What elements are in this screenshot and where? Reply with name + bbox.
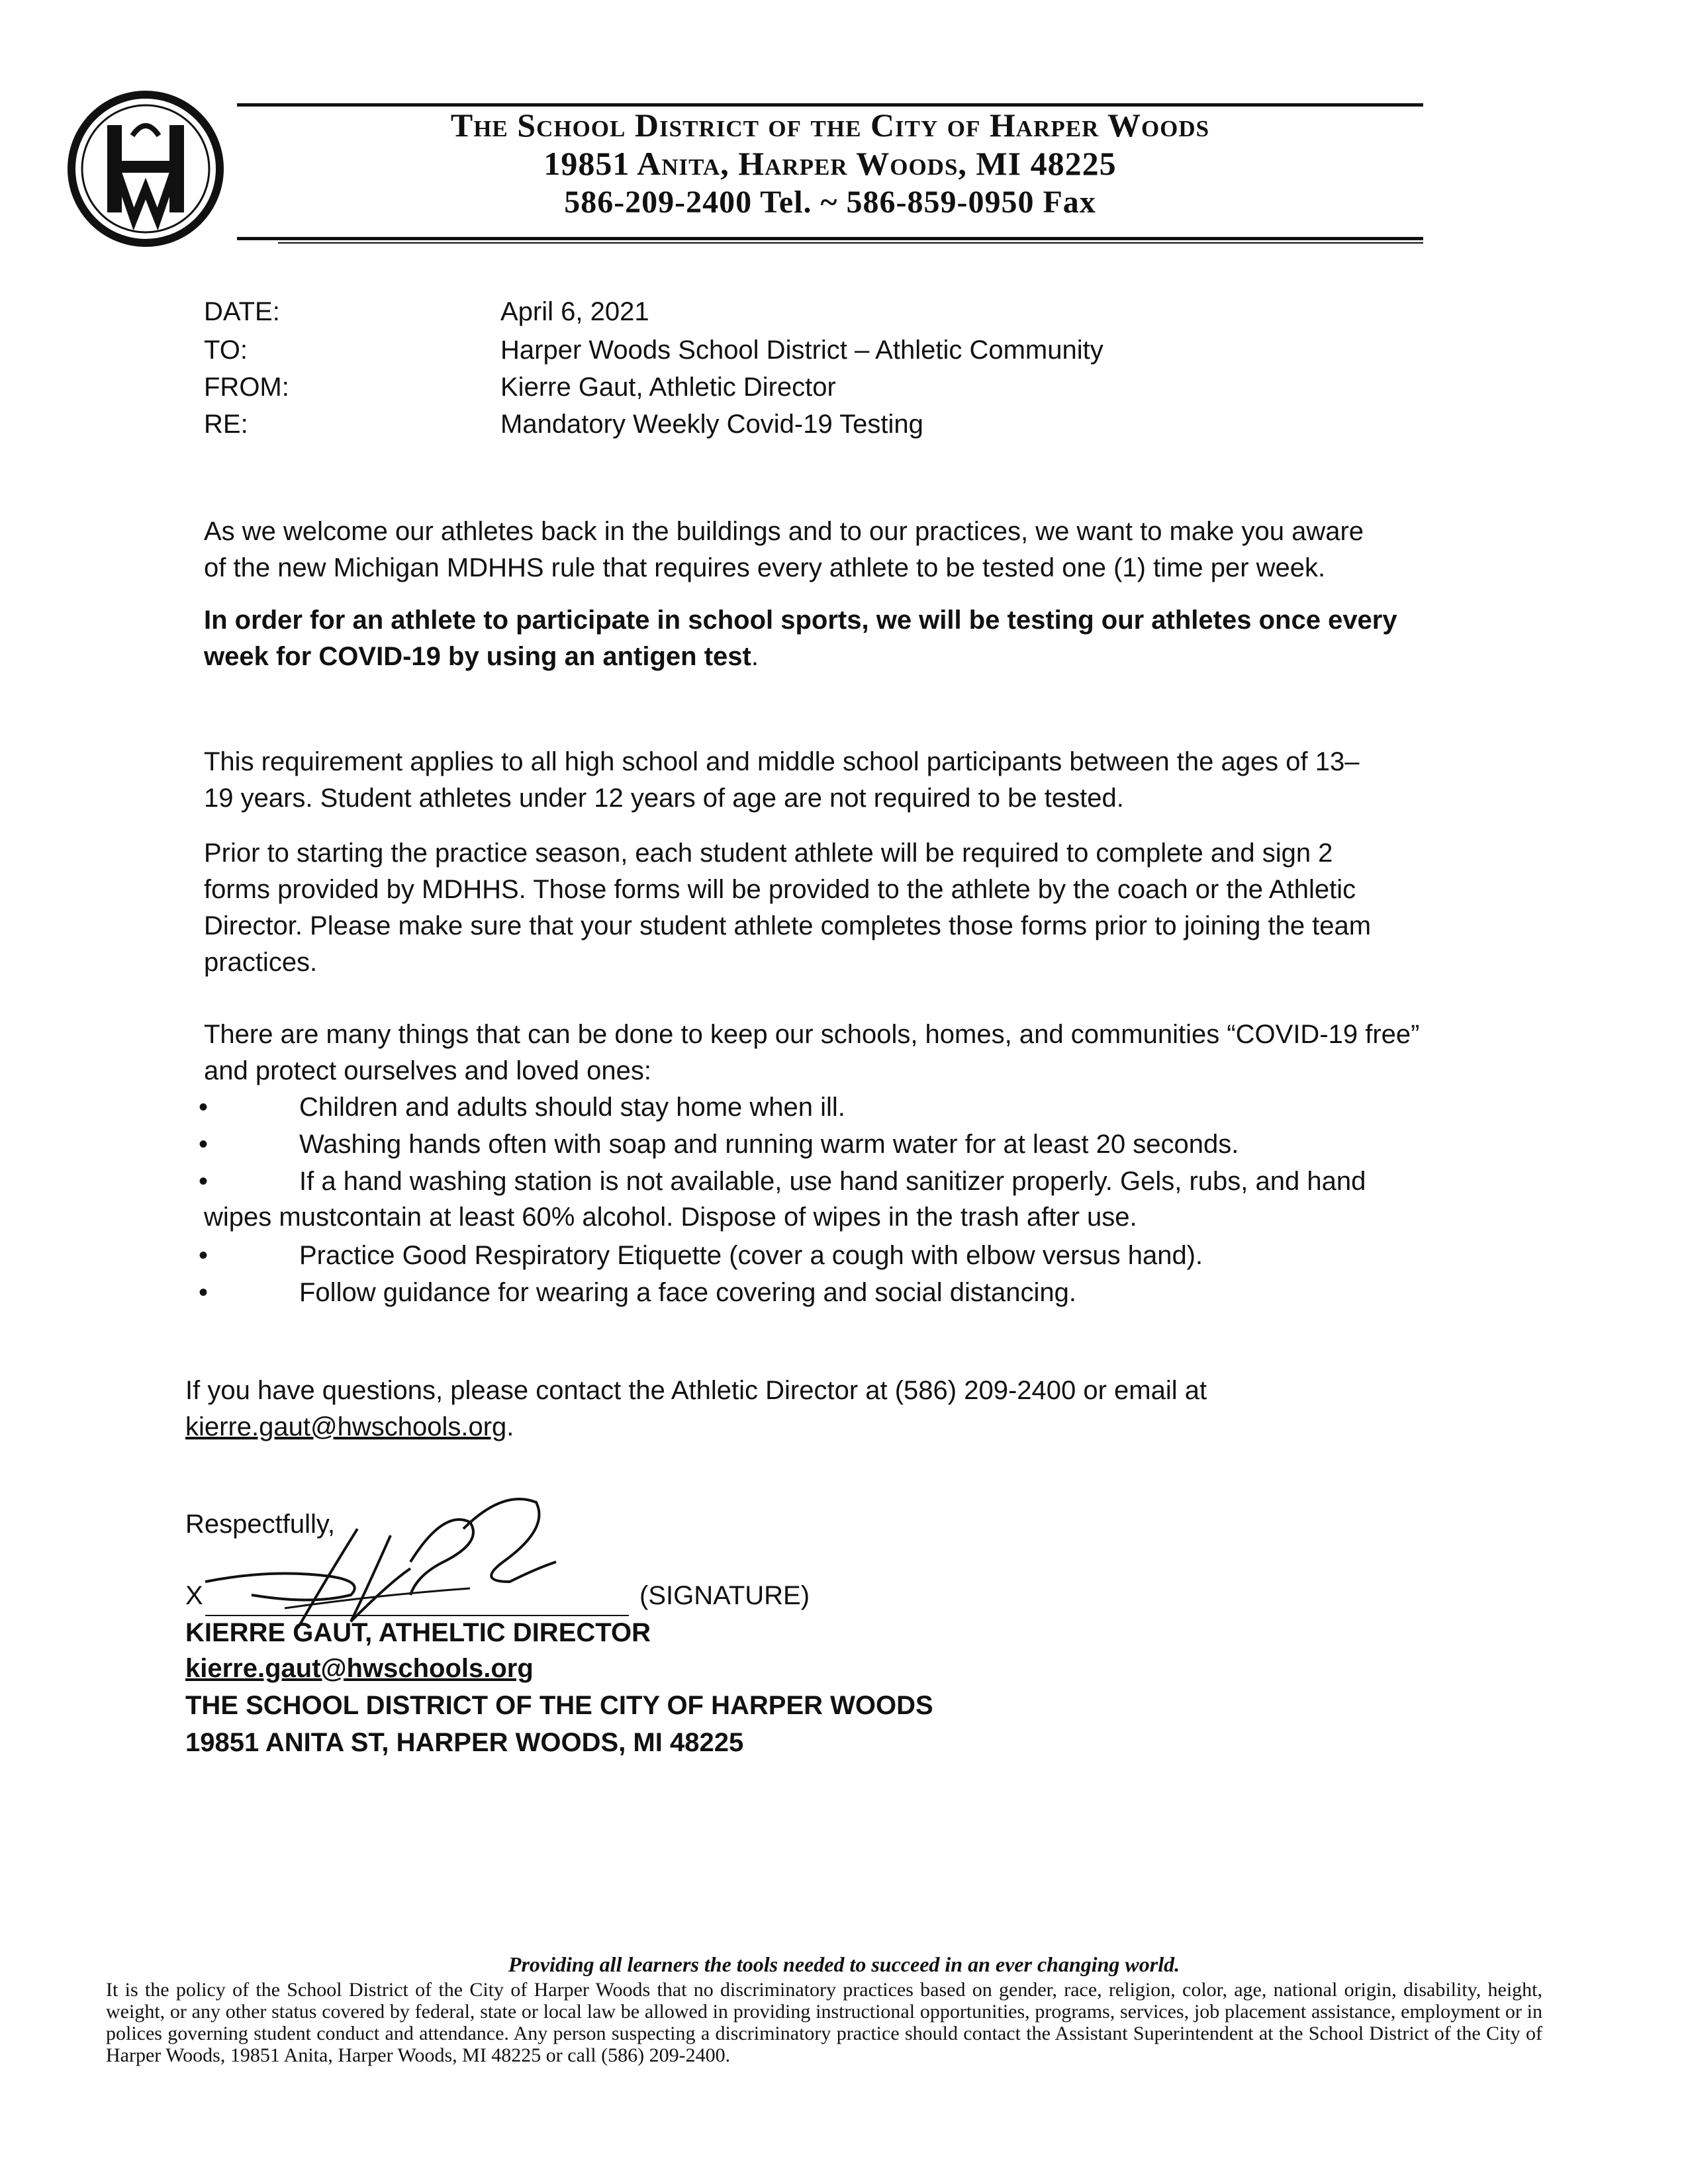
bullet-marker: • [199, 1093, 209, 1122]
letterhead-bottom-rule [237, 237, 1423, 240]
paragraph-intro-line: As we welcome our athletes back in the buildings and to our practices, we want to make you aware [204, 517, 1364, 546]
closing: Respectfully, [185, 1510, 336, 1539]
paragraph-prevention-line: and protect ourselves and loved ones: [204, 1056, 651, 1085]
memo-re-value: Mandatory Weekly Covid-19 Testing [500, 410, 923, 439]
paragraph-requirement [204, 744, 1462, 817]
bullet-item: If a hand washing station is not available, use hand sanitizer properly. Gels, rubs, and hand [299, 1167, 1366, 1196]
memo-date-label: DATE: [204, 297, 280, 326]
contact-email-link[interactable]: kierre.gaut@hwschools.org [185, 1412, 507, 1441]
memo-from-value: Kierre Gaut, Athletic Director [500, 373, 836, 402]
bullet-marker: • [199, 1167, 209, 1196]
district-phone-fax: 586-209-2400 Tel. ~ 586-859-0950 Fax [564, 185, 1096, 220]
signer-organization: THE SCHOOL DISTRICT OF THE CITY OF HARPER WOODS [185, 1691, 933, 1720]
signature-label: (SIGNATURE) [639, 1581, 810, 1610]
paragraph-intro-line: of the new Michigan MDHHS rule that requires every athlete to be tested one (1) time per week. [204, 553, 1326, 582]
paragraph-forms-line: forms provided by MDHHS. Those forms will be provided to the athlete by the coach or the Athletic [204, 875, 1356, 904]
memo-re-label: RE: [204, 410, 248, 439]
paragraph-requirement-line: This requirement applies to all high school and middle school participants between the ages of 13– [204, 747, 1360, 776]
memo-to-label: TO: [204, 336, 248, 365]
memo-to-value: Harper Woods School District – Athletic Community [500, 336, 1103, 365]
bullet-item-continuation: wipes mustcontain at least 60% alcohol. Dispose of wipes in the trash after use. [204, 1203, 1137, 1232]
signer-address: 19851 ANITA ST, HARPER WOODS, MI 48225 [185, 1728, 744, 1757]
bullet-marker: • [199, 1241, 209, 1270]
bullet-item: Follow guidance for wearing a face covering and social distancing. [299, 1278, 1077, 1307]
paragraph-requirement-line: 19 years. Student athletes under 12 years of age are not required to be tested. [204, 784, 1124, 813]
paragraph-testing-line: week for COVID-19 by using an antigen test [204, 642, 751, 671]
paragraph-contact-line: If you have questions, please contact the Athletic Director at (586) 209-2400 or email at [185, 1376, 1207, 1405]
paragraph-forms-line: Director. Please make sure that your student athlete completes those forms prior to joining the team [204, 911, 1372, 940]
paragraph-intro [204, 514, 1462, 586]
paragraph-prevention-line: There are many things that can be done to keep our schools, homes, and communities “COVID-19 free” [204, 1020, 1420, 1049]
paragraph-contact [185, 1373, 1443, 1445]
bullet-item: Washing hands often with soap and running warm water for at least 20 seconds. [299, 1130, 1239, 1159]
paragraph-forms-line: Prior to starting the practice season, each student athlete will be required to complete and sign 2 [204, 839, 1333, 868]
bullet-marker: • [199, 1130, 209, 1159]
bullet-item: Children and adults should stay home when ill. [299, 1093, 845, 1122]
footer-motto: Providing all learners the tools needed to succeed in an ever changing world. [508, 1952, 1180, 1976]
district-address: 19851 Anita, Harper Woods, MI 48225 [543, 145, 1117, 182]
footer-nondiscrimination-policy: It is the policy of the School District of the City of Harper Woods that no discriminatory practices based on gender, race, religion, color, age, national origin, disability, height, weight, or any other status covered by federal, state or local law be allowed in providing instructional opportunities, programs, services, job placement assistance, employment or in polices governing student conduct and attendance. Any person suspecting a discriminatory practice should contact the Assistant Superintendent at the School District of the City of Harper Woods, 19851 Anita, Harper Woods, MI 48225 or call (586) 209-2400. [106, 1979, 1542, 2066]
signer-name-title: KIERRE GAUT, ATHELTIC DIRECTOR [185, 1618, 651, 1647]
paragraph-contact-period: . [506, 1412, 514, 1441]
paragraph-forms [204, 835, 1462, 981]
signature-x-mark: X [185, 1581, 203, 1610]
bullet-item: Practice Good Respiratory Etiquette (cover a cough with elbow versus hand). [299, 1241, 1203, 1270]
letterhead-bottom-rule-thin [278, 242, 1423, 244]
memo-from-label: FROM: [204, 373, 289, 402]
district-name: The School District of the City of Harper Woods [450, 107, 1210, 144]
paragraph-testing-line: In order for an athlete to participate in school sports, we will be testing our athletes once every [204, 606, 1397, 635]
bullet-marker: • [199, 1278, 209, 1307]
paragraph-prevention [204, 1017, 1462, 1089]
paragraph-testing-period: . [751, 642, 759, 671]
signer-email-link[interactable]: kierre.gaut@hwschools.org [185, 1654, 534, 1683]
paragraph-forms-line: practices. [204, 948, 318, 977]
paragraph-testing-notice [204, 602, 1462, 675]
district-logo [66, 89, 225, 248]
memo-date-value: April 6, 2021 [500, 297, 649, 326]
